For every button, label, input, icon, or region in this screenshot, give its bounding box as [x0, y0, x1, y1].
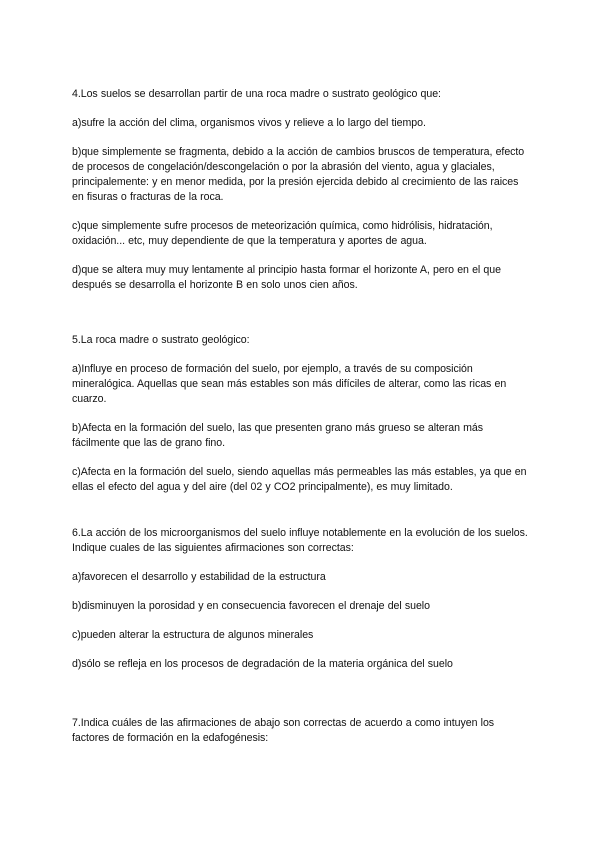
question-6 — [72, 526, 532, 672]
question-4 — [72, 87, 532, 293]
answer-option-c: c)Afecta en la formación del suelo, siendo aquellas más permeables las más estables, ya que en ellas el efecto del agua y del aire (del 02 y CO2 principalmente), es muy limitado. — [72, 466, 527, 493]
answer-option-d: d)sólo se refleja en los procesos de degradación de la materia orgánica del suelo — [72, 658, 453, 670]
answer-option-a: a)sufre la acción del clima, organismos vivos y relieve a lo largo del tiempo. — [72, 117, 426, 129]
answer-option-b: b)disminuyen la porosidad y en consecuencia favorecen el drenaje del suelo — [72, 600, 430, 612]
answer-option-c: c)que simplemente sufre procesos de meteorización química, como hidrólisis, hidratación, oxidación... etc, muy dependiente de que la temperatura y aportes de agua. — [72, 220, 493, 247]
question-stem: 4.Los suelos se desarrollan partir de una roca madre o sustrato geológico que: — [72, 88, 441, 100]
question-stem: 6.La acción de los microorganismos del suelo influye notablemente en la evolución de los suelos. Indique cuales de las siguientes afirmaciones son correctas: — [72, 527, 528, 554]
question-5 — [72, 333, 532, 495]
question-7 — [72, 716, 532, 746]
answer-option-a: a)Influye en proceso de formación del suelo, por ejemplo, a través de su composición mineralógica. Aquellas que sean más estables son más difíciles de alterar, como las ricas en cuarzo. — [72, 363, 507, 405]
answer-option-b: b)Afecta en la formación del suelo, las que presenten grano más grueso se alteran más fácilmente que las de grano fino. — [72, 422, 483, 449]
question-stem: 5.La roca madre o sustrato geológico: — [72, 334, 250, 346]
answer-option-c: c)pueden alterar la estructura de algunos minerales — [72, 629, 314, 641]
answer-option-a: a)favorecen el desarrollo y estabilidad de la estructura — [72, 571, 326, 583]
answer-option-d: d)que se altera muy muy lentamente al principio hasta formar el horizonte A, pero en el que después se desarrolla el horizonte B en solo unos cien años. — [72, 264, 501, 291]
answer-option-b: b)que simplemente se fragmenta, debido a la acción de cambios bruscos de temperatura, efecto de procesos de congelación/descongelación o por la abrasión del viento, agua y glaciales, principalemente: y en menor medida, por la presión ejercida debido al crecimiento de las raices en fisuras o fracturas de la roca. — [72, 146, 525, 203]
question-stem: 7.Indica cuáles de las afirmaciones de abajo son correctas de acuerdo a como intuyen los factores de formación en la edafogénesis: — [72, 717, 495, 744]
